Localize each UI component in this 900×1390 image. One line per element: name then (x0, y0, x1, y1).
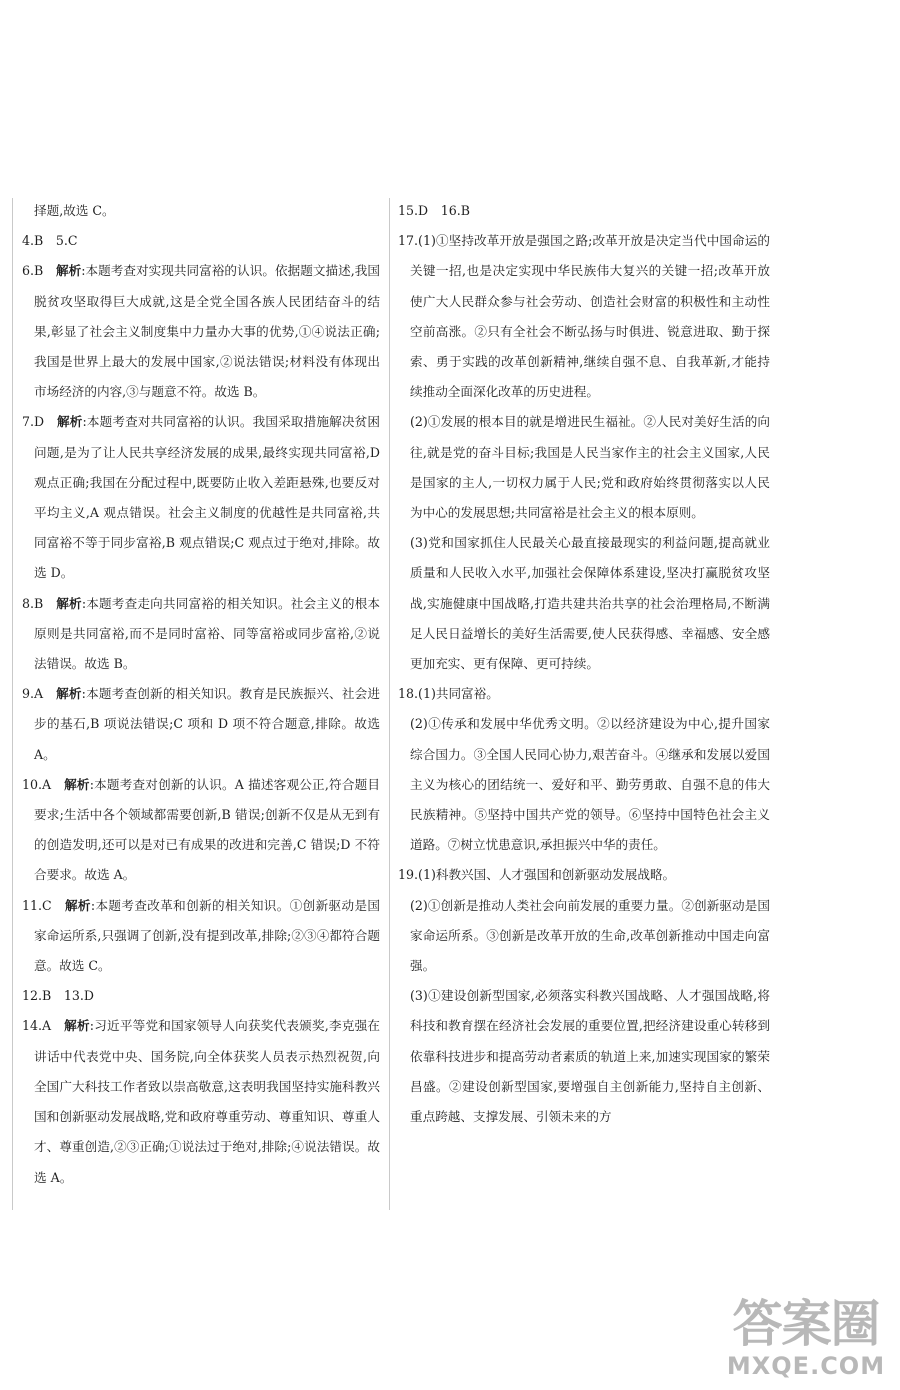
answers-15-16: 15.D 16.B (398, 203, 471, 218)
answer-10 (22, 770, 380, 891)
analysis-text: :本题考查对创新的认识。A 描述客观公正,符合题目要求;生活中各个领域都需要创新,B 错误;创新不仅是从无到有的创造发明,还可以是对已有成果的改进和完善,C 错误;D 不符合要求。故选 A。 (34, 776, 380, 883)
analysis-label: 解析 (64, 1018, 90, 1034)
answer-9 (22, 679, 380, 770)
right-column (398, 196, 770, 1132)
analysis-text: :习近平等党和国家领导人向获奖代表颁奖,李克强在讲话中代表党中央、国务院,向全体获奖人员表示热烈祝贺,向全国广大科技工作者致以崇高敬意,这表明我国坚持实施科教兴国和创新驱动发展战略,党和政府尊重劳动、尊重知识、尊重人才、尊重创造,②③正确;①说法过于绝对,排除;④说法错误。故选 A。 (34, 1018, 381, 1185)
watermark-url: MXQE.COM (726, 1352, 886, 1380)
analysis-label: 解析 (55, 263, 82, 279)
column-divider (389, 198, 390, 1210)
answers-4-5: 4.B 5.C (22, 233, 78, 249)
answer-11 (22, 891, 380, 982)
answer-number: 7.D (22, 414, 58, 430)
answer-3-continuation: 择题,故选 C。 (34, 203, 115, 218)
answer-17-part-2: (2)①发展的根本目的就是增进民生福祉。②人民对美好生活的向往,就是党的奋斗目标;我国是人民当家作主的社会主义国家,人民是国家的主人,一切权力属于人民;党和政府始终贯彻落实以人民为中心的发展思想;共同富裕是社会主义的根本原则。 (410, 414, 770, 521)
analysis-text: :本题考查走向共同富裕的相关知识。社会主义的根本原则是共同富裕,而不是同时富裕、同等富裕或同步富裕,②说法错误。故选 B。 (34, 595, 380, 672)
answer-19-part-2: (2)①创新是推动人类社会向前发展的重要力量。②创新驱动是国家命运所系。③创新是改革开放的生命,改革创新推动中国走向富强。 (410, 897, 770, 974)
answer-number: 9.A (22, 686, 57, 702)
analysis-text: :本题考查对实现共同富裕的认识。依据题文描述,我国脱贫攻坚取得巨大成就,这是全党全国各族人民团结奋斗的结果,彰显了社会主义制度集中力量办大事的优势,①④说法正确;我国是世界上最大的发展中国家,②说法错误;材料没有体现出市场经济的内容,③与题意不符。故选 B。 (34, 263, 381, 400)
answer-number: 14.A (22, 1018, 65, 1034)
analysis-label: 解析 (56, 686, 82, 702)
analysis-label: 解析 (56, 595, 82, 611)
answer-17-part-1: 17.(1)①坚持改革开放是强国之路;改革开放是决定当代中国命运的关键一招,也是决定实现中华民族伟大复兴的关键一招;改革开放使广大人民群众参与社会劳动、创造社会财富的积极性和主动性空前高涨。②只有全社会不断弘扬与时俱进、锐意进取、勤于探索、勇于实践的改革创新精神,继续自强不息、自我革新,才能持续推动全面深化改革的历史进程。 (398, 233, 770, 400)
analysis-text: :本题考查创新的相关知识。教育是民族振兴、社会进步的基石,B 项说法错误;C 项和 D 项不符合题意,排除。故选 A。 (34, 686, 380, 762)
answer-7 (22, 407, 380, 588)
analysis-label: 解析 (64, 776, 90, 792)
analysis-label: 解析 (57, 414, 83, 430)
left-column (22, 196, 380, 1193)
answer-17-part-3: (3)党和国家抓住人民最关心最直接最现实的利益问题,提高就业质量和人民收入水平,加强社会保障体系建设,坚决打赢脱贫攻坚战,实施健康中国战略,打造共建共治共享的社会治理格局,不断满足人民日益增长的美好生活需要,使人民获得感、幸福感、安全感更加充实、更有保障、更可持续。 (410, 535, 770, 672)
answers-12-13: 12.B 13.D (22, 988, 95, 1004)
answer-number: 6.B (22, 263, 56, 279)
analysis-text: :本题考查对共同富裕的认识。我国采取措施解决贫困问题,是为了让人民共享经济发展的成果,最终实现共同富裕,D 观点正确;我国在分配过程中,既要防止收入差距悬殊,也要反对平均主义,A 观点错误。社会主义制度的优越性是共同富裕,共同富裕不等于同步富裕,B 观点错误;C 观点过于绝对,排除。故选 D。 (34, 414, 380, 581)
answer-number: 10.A (22, 776, 65, 792)
left-margin-rule (12, 198, 13, 1210)
answer-19-part-1: 19.(1)科教兴国、人才强国和创新驱动发展战略。 (398, 867, 676, 883)
answer-19-part-3: (3)①建设创新型国家,必须落实科教兴国战略、人才强国战略,将科技和教育摆在经济社会发展的重要位置,把经济建设重心转移到依靠科技进步和提高劳动者素质的轨道上来,加速实现国家的繁荣昌盛。②建设创新型国家,要增强自主创新能力,坚持自主创新、重点跨越、支撑发展、引领未来的方 (410, 988, 770, 1125)
answer-number: 8.B (22, 595, 57, 611)
answer-18-part-2: (2)①传承和发展中华优秀文明。②以经济建设为中心,提升国家综合国力。③全国人民同心协力,艰苦奋斗。④继承和发展以爱国主义为核心的团结统一、爱好和平、勤劳勇敢、自强不息的伟大民族精神。⑤坚持中国共产党的领导。⑥坚持中国特色社会主义道路。⑦树立忧患意识,承担振兴中华的责任。 (410, 716, 770, 853)
answer-6 (22, 256, 380, 407)
analysis-text: :本题考查改革和创新的相关知识。①创新驱动是国家命运所系,只强调了创新,没有提到改革,排除;②③④都符合题意。故选 C。 (34, 897, 380, 974)
answer-number: 11.C (22, 897, 65, 913)
answer-18-part-1: 18.(1)共同富裕。 (398, 686, 499, 702)
watermark-logo-text: 答案圈 (732, 1295, 880, 1353)
answer-14 (22, 1011, 380, 1192)
site-watermark (718, 1296, 894, 1386)
analysis-label: 解析 (64, 897, 91, 913)
answer-8 (22, 589, 380, 680)
